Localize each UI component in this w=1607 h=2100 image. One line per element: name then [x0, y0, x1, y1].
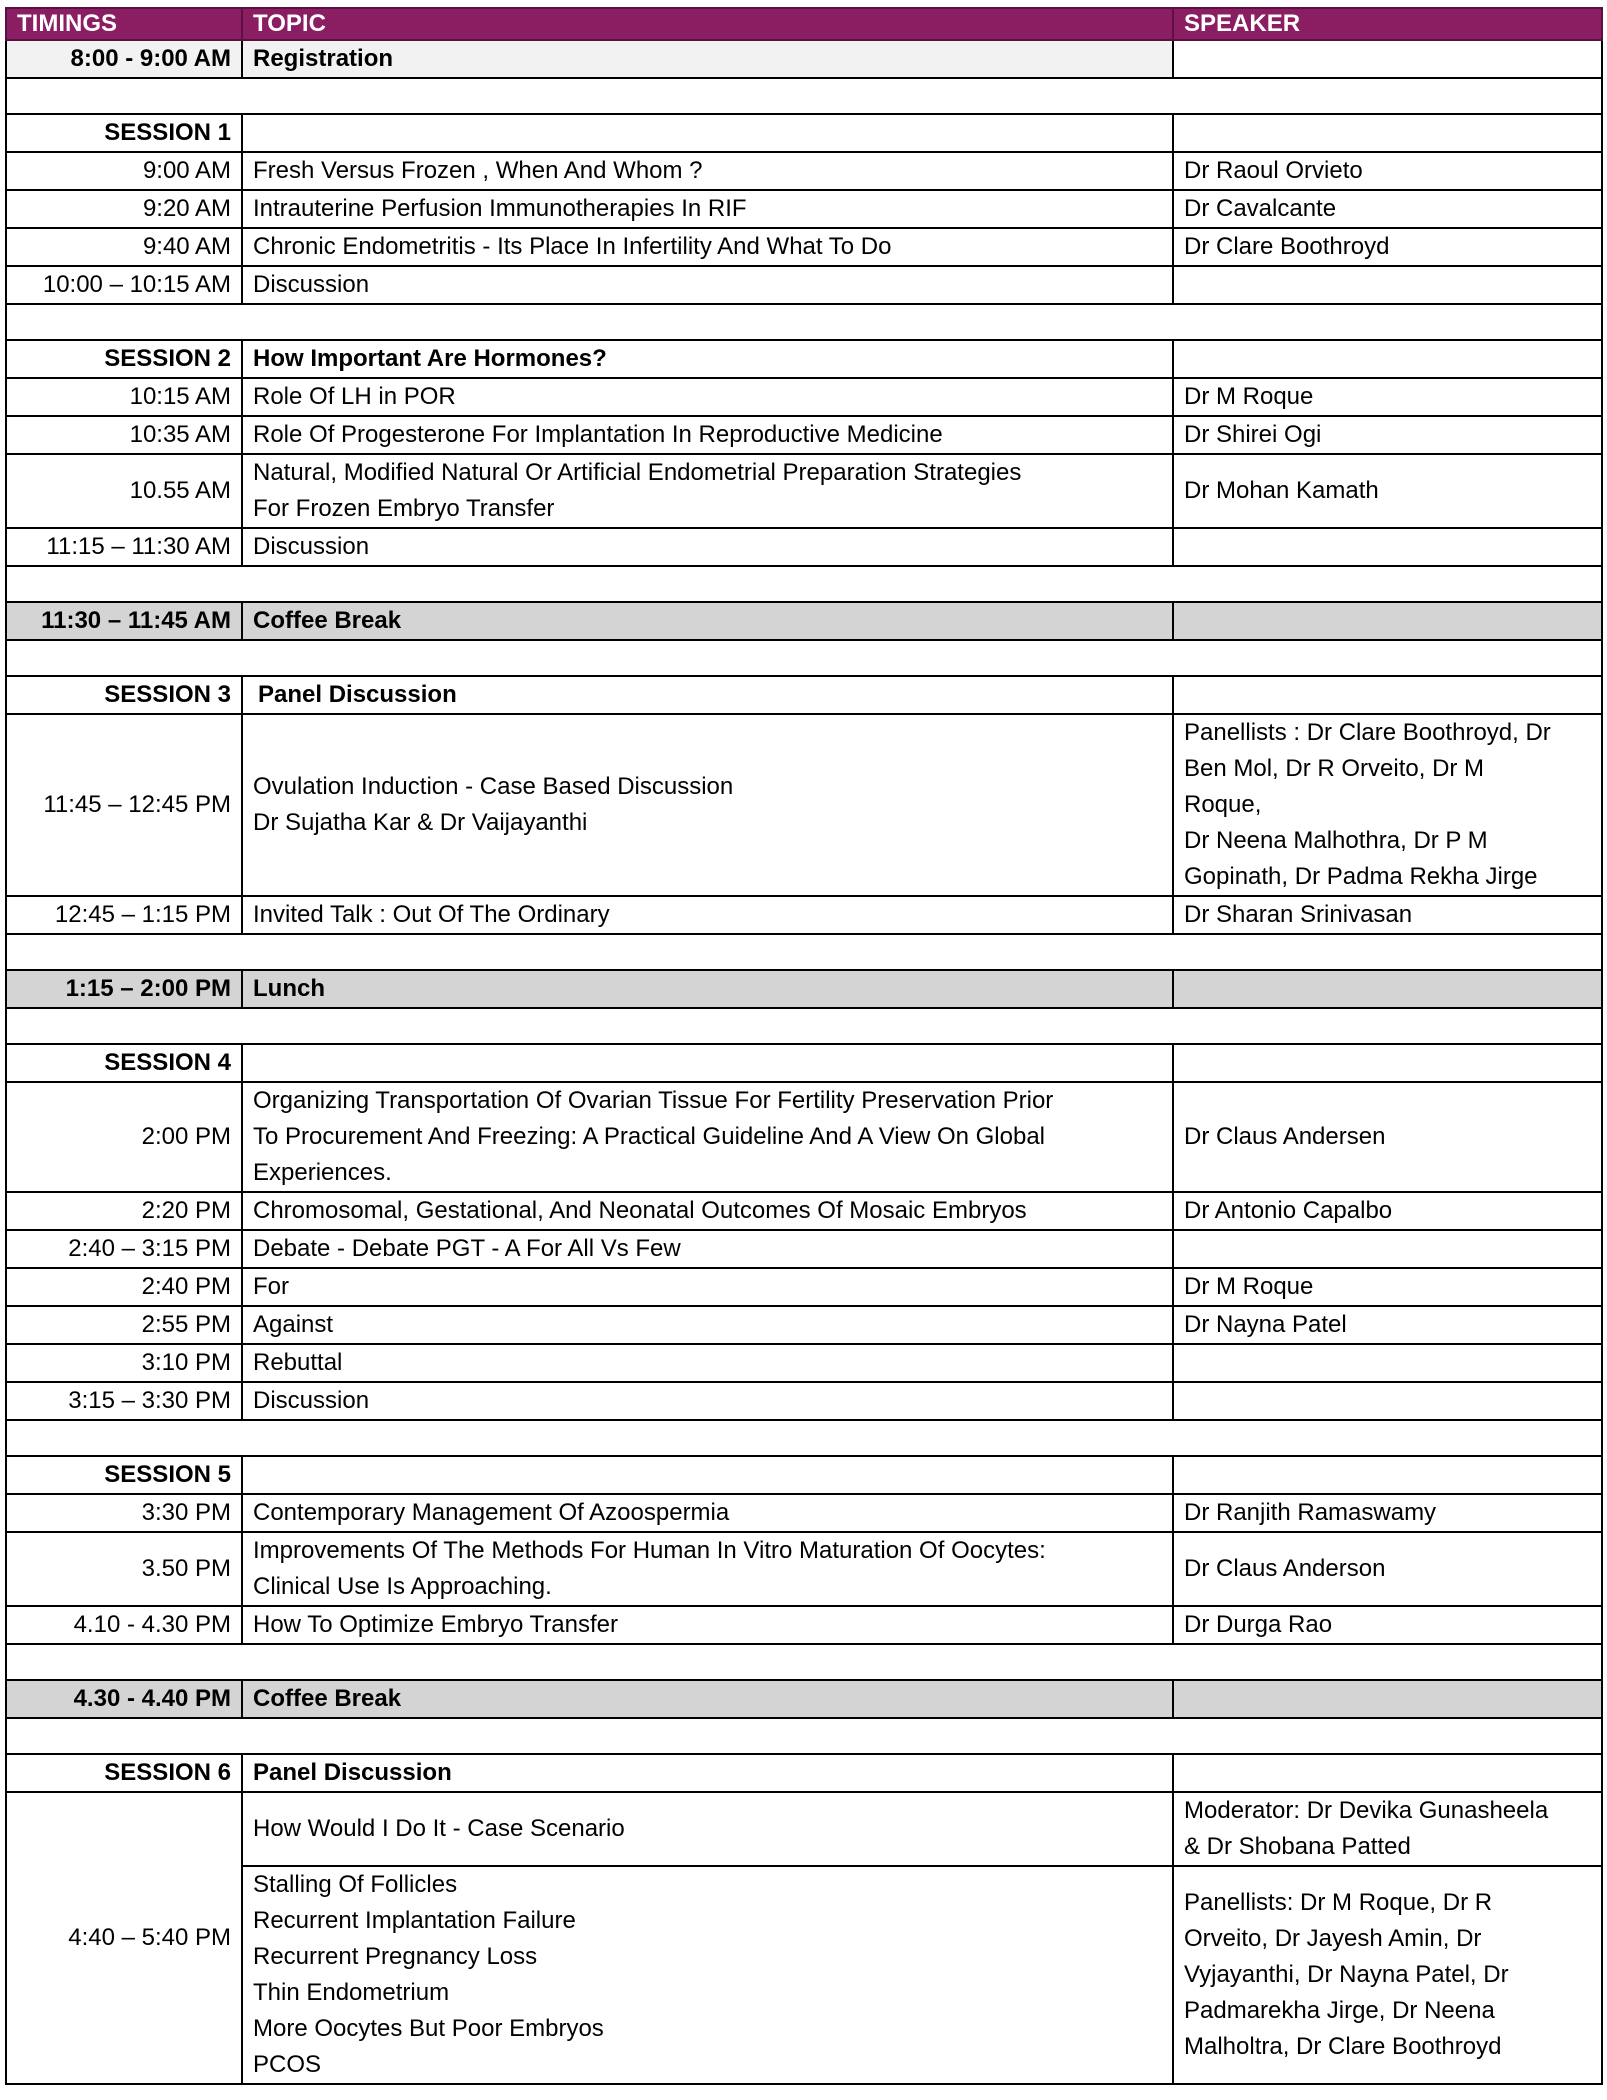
table-row	[6, 1192, 1602, 1230]
time-cell: 11:15 – 11:30 AM	[6, 528, 242, 566]
speaker-cell: Dr Durga Rao	[1173, 1606, 1602, 1644]
session-header-row	[6, 114, 1602, 152]
topic-cell: Improvements Of The Methods For Human In Vitro Maturation Of Oocytes: Clinical Use Is Approaching.	[242, 1532, 1173, 1606]
speaker-cell: Panellists : Dr Clare Boothroyd, Dr Ben Mol, Dr R Orveito, Dr M Roque, Dr Neena Malhothra, Dr P M Gopinath, Dr Padma Rekha Jirge	[1173, 714, 1602, 896]
session-title	[242, 114, 1173, 152]
session-title	[242, 1456, 1173, 1494]
session-label: SESSION 3	[6, 676, 242, 714]
speaker-cell	[1173, 40, 1602, 78]
speaker-cell	[1173, 1230, 1602, 1268]
speaker-cell: Dr Claus Anderson	[1173, 1532, 1602, 1606]
speaker-cell: Dr Nayna Patel	[1173, 1306, 1602, 1344]
spacer-row	[6, 640, 1602, 676]
time-cell: 9:20 AM	[6, 190, 242, 228]
session-title: Panel Discussion	[242, 1754, 1173, 1792]
table-row	[6, 1082, 1602, 1192]
agenda-sheet	[5, 7, 1601, 2085]
speaker-cell: Dr Mohan Kamath	[1173, 454, 1602, 528]
table-row	[6, 1532, 1602, 1606]
speaker-cell: Dr Sharan Srinivasan	[1173, 896, 1602, 934]
topic-cell: Ovulation Induction - Case Based Discussion Dr Sujatha Kar & Dr Vaijayanthi	[242, 714, 1173, 896]
spacer-row	[6, 1420, 1602, 1456]
time-cell: 10.55 AM	[6, 454, 242, 528]
session-title: Panel Discussion	[242, 676, 1173, 714]
topic-cell: Rebuttal	[242, 1344, 1173, 1382]
spacer-row	[6, 1718, 1602, 1754]
table-row	[6, 1382, 1602, 1420]
session-header-row	[6, 1456, 1602, 1494]
speaker-cell: Panellists: Dr M Roque, Dr R Orveito, Dr Jayesh Amin, Dr Vyjayanthi, Dr Nayna Patel, Dr Padmarekha Jirge, Dr Neena Malholtra, Dr Clare Boothroyd	[1173, 1866, 1602, 2084]
session-header-row	[6, 1754, 1602, 1792]
header-topic: TOPIC	[242, 8, 1173, 40]
topic-cell: Discussion	[242, 266, 1173, 304]
topic-cell: Against	[242, 1306, 1173, 1344]
time-cell: 9:40 AM	[6, 228, 242, 266]
topic-cell: Intrauterine Perfusion Immunotherapies In RIF	[242, 190, 1173, 228]
session-label: SESSION 6	[6, 1754, 242, 1792]
time-cell: 4.30 - 4.40 PM	[6, 1680, 242, 1718]
time-cell: 9:00 AM	[6, 152, 242, 190]
time-cell: 11:45 – 12:45 PM	[6, 714, 242, 896]
topic-cell: Stalling Of Follicles Recurrent Implantation Failure Recurrent Pregnancy Loss Thin Endometrium More Oocytes But Poor Embryos PCOS	[242, 1866, 1173, 2084]
header-row	[6, 8, 1602, 40]
time-cell: 10:35 AM	[6, 416, 242, 454]
time-cell: 3:30 PM	[6, 1494, 242, 1532]
session-title	[242, 1044, 1173, 1082]
speaker-cell: Moderator: Dr Devika Gunasheela & Dr Shobana Patted	[1173, 1792, 1602, 1866]
session-label: SESSION 5	[6, 1456, 242, 1494]
topic-cell: Chromosomal, Gestational, And Neonatal Outcomes Of Mosaic Embryos	[242, 1192, 1173, 1230]
speaker-cell: Dr Antonio Capalbo	[1173, 1192, 1602, 1230]
time-cell: 4.10 - 4.30 PM	[6, 1606, 242, 1644]
time-cell: 3:10 PM	[6, 1344, 242, 1382]
session-title: How Important Are Hormones?	[242, 340, 1173, 378]
topic-cell: Contemporary Management Of Azoospermia	[242, 1494, 1173, 1532]
table-row	[6, 190, 1602, 228]
topic-cell: Registration	[242, 40, 1173, 78]
header-timings: TIMINGS	[6, 8, 242, 40]
topic-cell: Lunch	[242, 970, 1173, 1008]
time-cell: 10:15 AM	[6, 378, 242, 416]
session-label: SESSION 1	[6, 114, 242, 152]
session-header-row	[6, 676, 1602, 714]
spacer-row	[6, 304, 1602, 340]
time-cell: 8:00 - 9:00 AM	[6, 40, 242, 78]
time-cell: 3:15 – 3:30 PM	[6, 1382, 242, 1420]
table-row	[6, 1230, 1602, 1268]
table-row	[6, 714, 1602, 896]
table-row	[6, 1866, 1602, 2084]
time-cell: 11:30 – 11:45 AM	[6, 602, 242, 640]
topic-cell: Natural, Modified Natural Or Artificial Endometrial Preparation Strategies For Frozen Embryo Transfer	[242, 454, 1173, 528]
time-cell: 2:00 PM	[6, 1082, 242, 1192]
speaker-cell: Dr M Roque	[1173, 1268, 1602, 1306]
topic-cell: Chronic Endometritis - Its Place In Infertility And What To Do	[242, 228, 1173, 266]
time-cell: 3.50 PM	[6, 1532, 242, 1606]
header-speaker: SPEAKER	[1173, 8, 1602, 40]
speaker-cell	[1173, 1382, 1602, 1420]
spacer-row	[6, 934, 1602, 970]
registration-row	[6, 40, 1602, 78]
break-row	[6, 1680, 1602, 1718]
speaker-cell: Dr Clare Boothroyd	[1173, 228, 1602, 266]
speaker-cell: Dr Cavalcante	[1173, 190, 1602, 228]
spacer-row	[6, 1644, 1602, 1680]
spacer-row	[6, 78, 1602, 114]
spacer-row	[6, 566, 1602, 602]
topic-cell: Debate - Debate PGT - A For All Vs Few	[242, 1230, 1173, 1268]
time-cell: 2:20 PM	[6, 1192, 242, 1230]
table-row	[6, 266, 1602, 304]
break-row	[6, 970, 1602, 1008]
table-row	[6, 1268, 1602, 1306]
time-cell: 10:00 – 10:15 AM	[6, 266, 242, 304]
speaker-cell	[1173, 1344, 1602, 1382]
table-row	[6, 1792, 1602, 1866]
speaker-cell: Dr Shirei Ogi	[1173, 416, 1602, 454]
table-row	[6, 454, 1602, 528]
topic-cell: Fresh Versus Frozen , When And Whom ?	[242, 152, 1173, 190]
speaker-cell: Dr Ranjith Ramaswamy	[1173, 1494, 1602, 1532]
time-cell: 2:40 PM	[6, 1268, 242, 1306]
table-row	[6, 1344, 1602, 1382]
topic-cell: Coffee Break	[242, 602, 1173, 640]
break-row	[6, 602, 1602, 640]
topic-cell: Organizing Transportation Of Ovarian Tissue For Fertility Preservation Prior To Procurement And Freezing: A Practical Guideline And A View On Global Experiences.	[242, 1082, 1173, 1192]
table-row	[6, 1494, 1602, 1532]
spacer-row	[6, 1008, 1602, 1044]
topic-cell: Discussion	[242, 528, 1173, 566]
speaker-cell	[1173, 528, 1602, 566]
speaker-cell: Dr Raoul Orvieto	[1173, 152, 1602, 190]
session-header-row	[6, 1044, 1602, 1082]
speaker-cell	[1173, 266, 1602, 304]
topic-cell: Coffee Break	[242, 1680, 1173, 1718]
topic-cell: Discussion	[242, 1382, 1173, 1420]
table-row	[6, 1306, 1602, 1344]
topic-cell: Role Of LH in POR	[242, 378, 1173, 416]
speaker-cell: Dr Claus Andersen	[1173, 1082, 1602, 1192]
time-cell: 2:40 – 3:15 PM	[6, 1230, 242, 1268]
topic-cell: How Would I Do It - Case Scenario	[242, 1792, 1173, 1866]
topic-cell: How To Optimize Embryo Transfer	[242, 1606, 1173, 1644]
time-cell: 2:55 PM	[6, 1306, 242, 1344]
topic-cell: Role Of Progesterone For Implantation In Reproductive Medicine	[242, 416, 1173, 454]
table-row	[6, 228, 1602, 266]
session-label: SESSION 4	[6, 1044, 242, 1082]
time-cell: 1:15 – 2:00 PM	[6, 970, 242, 1008]
speaker-cell: Dr M Roque	[1173, 378, 1602, 416]
table-row	[6, 528, 1602, 566]
session-label: SESSION 2	[6, 340, 242, 378]
table-row	[6, 416, 1602, 454]
table-row	[6, 378, 1602, 416]
topic-cell: For	[242, 1268, 1173, 1306]
table-row	[6, 896, 1602, 934]
agenda-table	[5, 7, 1603, 2085]
session-header-row	[6, 340, 1602, 378]
time-cell: 12:45 – 1:15 PM	[6, 896, 242, 934]
table-row	[6, 152, 1602, 190]
table-row	[6, 1606, 1602, 1644]
topic-cell: Invited Talk : Out Of The Ordinary	[242, 896, 1173, 934]
time-cell: 4:40 – 5:40 PM	[6, 1792, 242, 2084]
